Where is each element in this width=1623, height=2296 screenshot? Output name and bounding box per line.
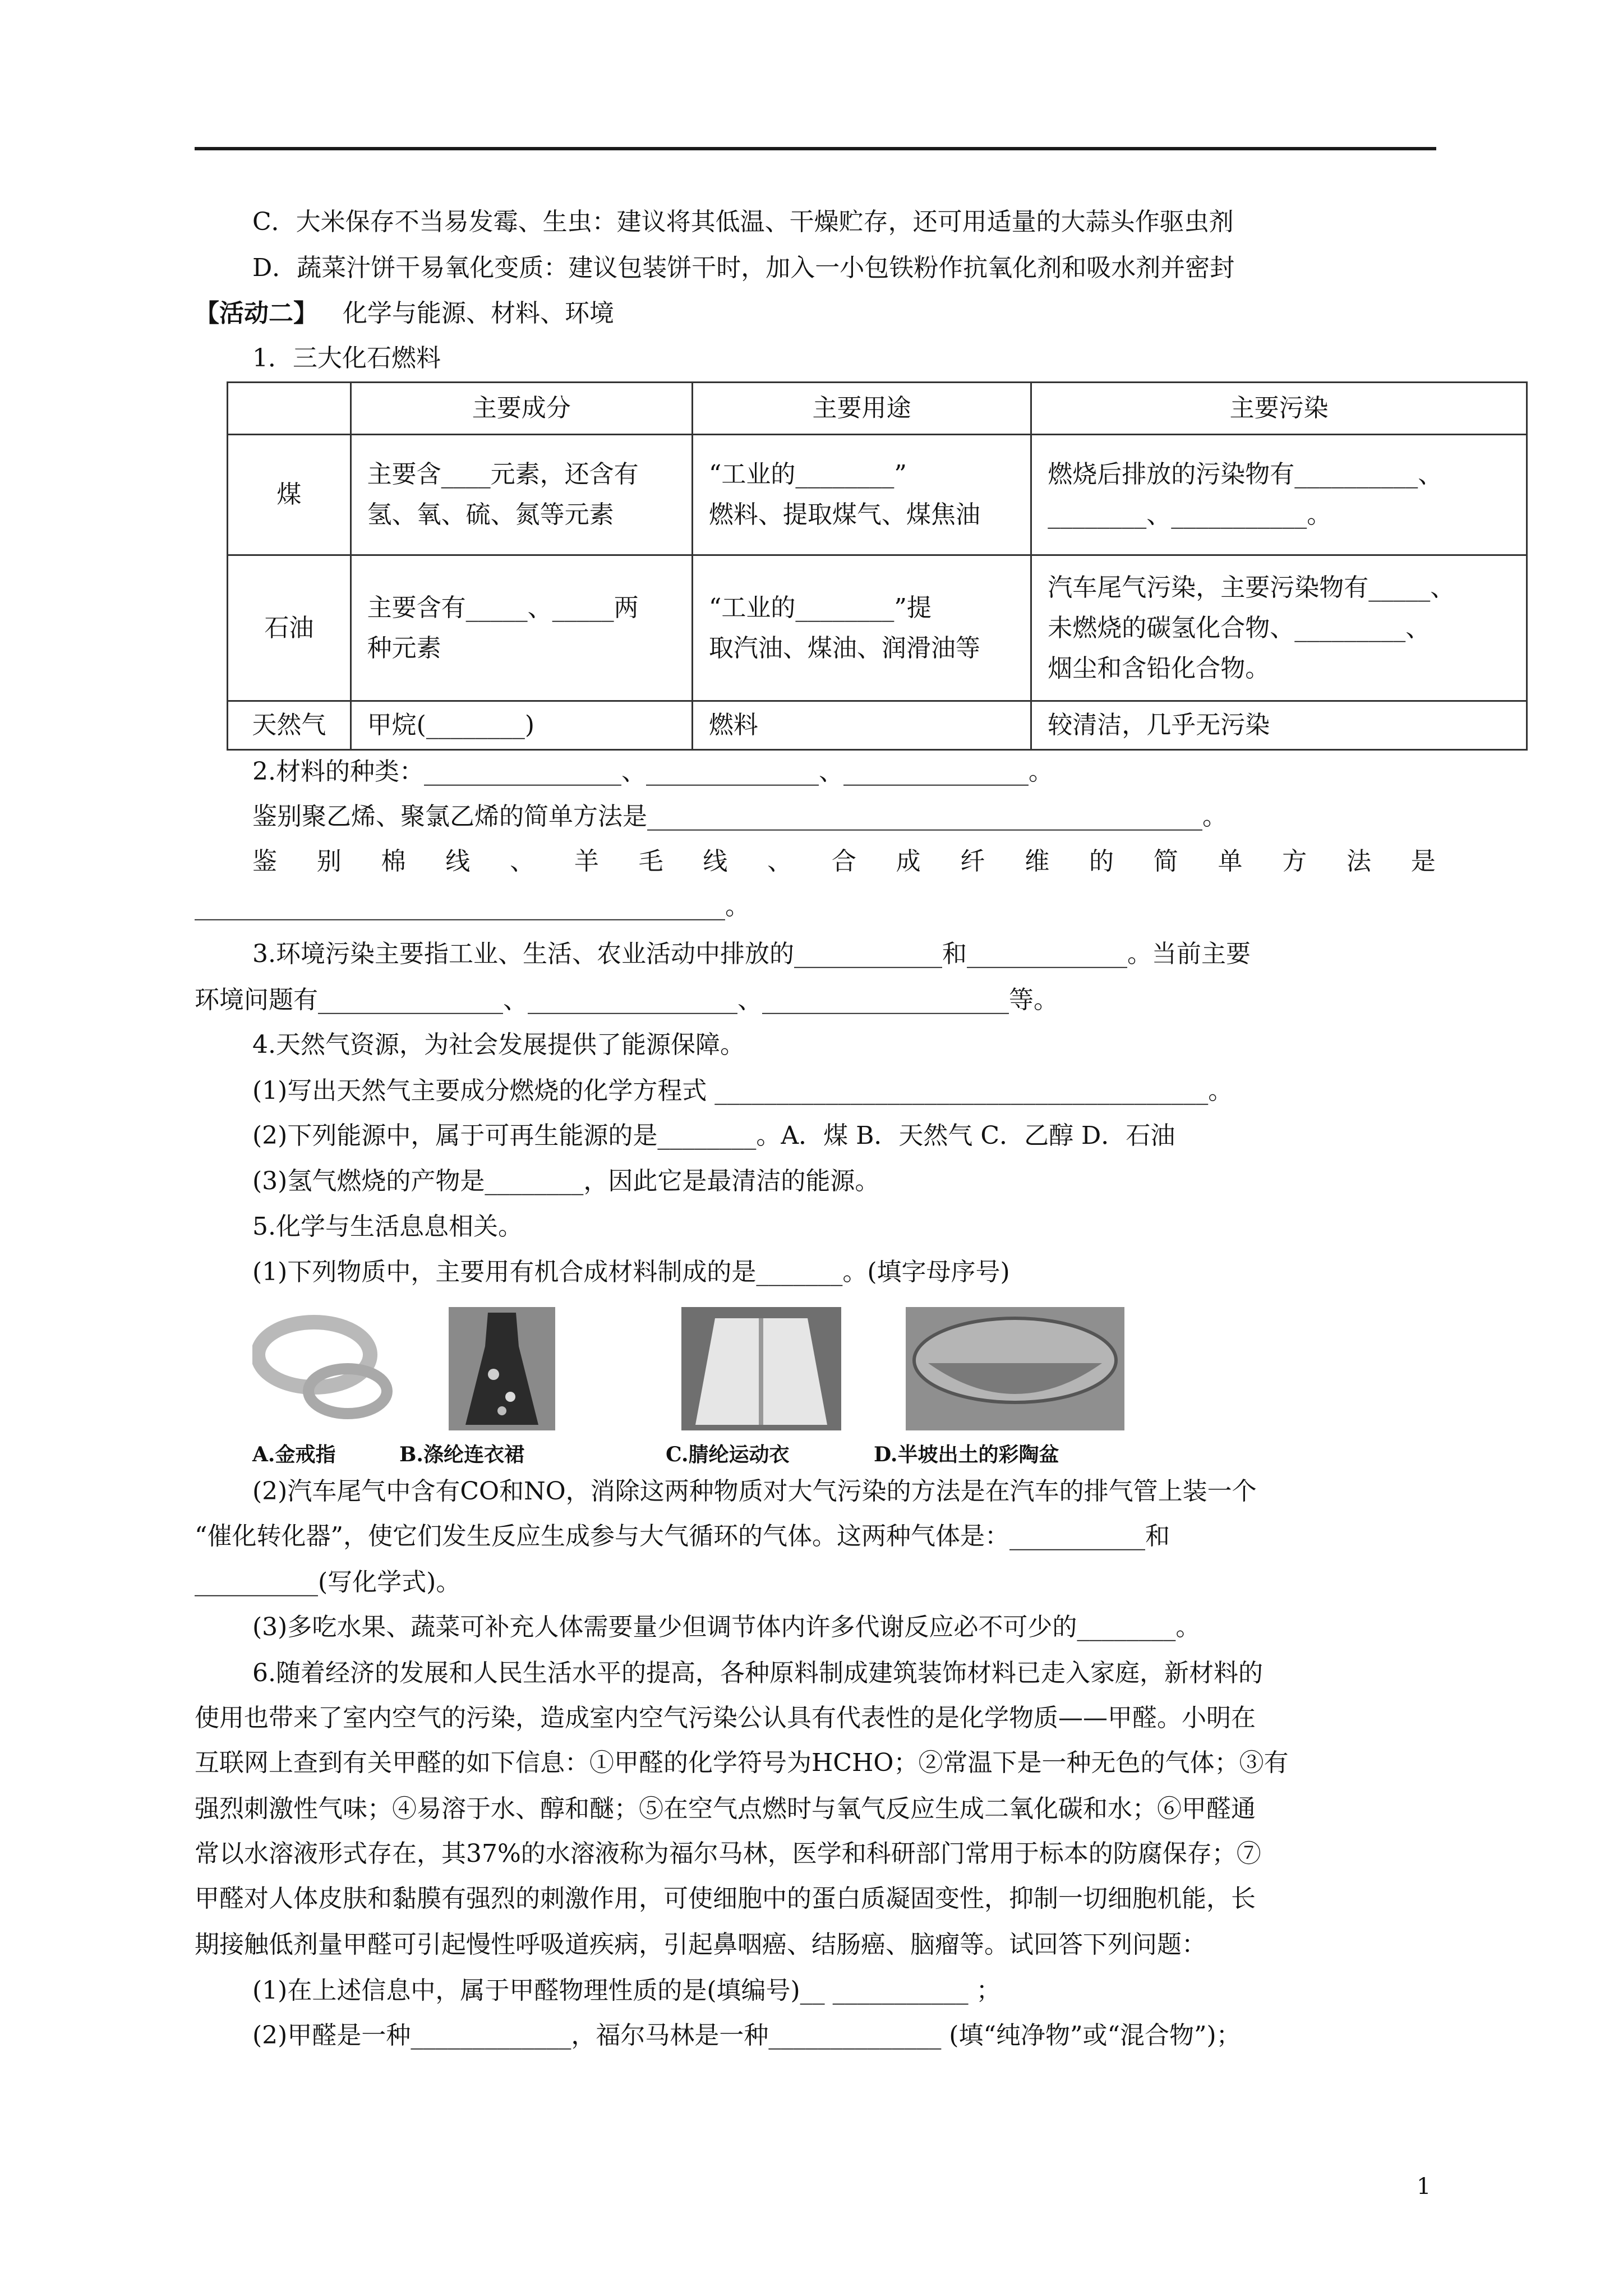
painted-pottery-basin-image bbox=[906, 1307, 1124, 1430]
spread-char: 鉴 bbox=[252, 847, 277, 876]
use-cell bbox=[692, 701, 1031, 750]
spread-char: 毛 bbox=[638, 847, 663, 876]
q4-title: 4.天然气资源，为社会发展提供了能源保障。 bbox=[252, 1030, 745, 1059]
activity-label: 【活动二】 bbox=[195, 299, 318, 328]
activity-heading bbox=[195, 296, 614, 331]
spread-char: 棉 bbox=[381, 847, 406, 876]
table-header-cell bbox=[228, 383, 351, 435]
table-header-cell: 主要成分 bbox=[351, 383, 692, 435]
cell-line: 汽车尾气污染，主要污染物有_____、 bbox=[1048, 573, 1455, 602]
q4-item2: (2)下列能源中，属于可再生能源的是________。A．煤 B．天然气 C．乙醇 D．石油 bbox=[252, 1121, 1175, 1150]
q6-line: 互联网上查到有关甲醛的如下信息：①甲醛的化学符号为HCHO；②常温下是一种无色的气体；③有 bbox=[195, 1749, 1289, 1777]
q6-line: 强烈刺激性气味；④易溶于水、醇和醚；⑤在空气点燃时与氧气反应生成二氧化碳和水；⑥甲醛通 bbox=[195, 1795, 1256, 1823]
q6-line: 常以水溶液形式存在，其37%的水溶液称为福尔马林，医学和科研部门常用于标本的防腐保存；⑦ bbox=[195, 1839, 1261, 1868]
q6-line: 期接触低剂量甲醛可引起慢性呼吸道疾病，引起鼻咽癌、结肠癌、脑瘤等。试回答下列问题： bbox=[195, 1930, 1206, 1959]
table-header-row bbox=[228, 383, 1527, 435]
spread-char: 线 bbox=[445, 847, 471, 876]
table-header-cell: 主要污染 bbox=[1031, 383, 1527, 435]
spread-char: 维 bbox=[1025, 847, 1050, 876]
material-pictures bbox=[252, 1307, 1150, 1466]
q5-item1: (1)下列物质中，主要用有机合成材料制成的是_______。(填字母序号) bbox=[252, 1258, 1010, 1286]
cell-line: ________、___________。 bbox=[1048, 500, 1332, 529]
q5-item2-line1: (2)汽车尾气中含有CO和NO，消除这两种物质对大气污染的方法是在汽车的排气管上装一个 bbox=[252, 1477, 1257, 1506]
sports-jacket-image bbox=[681, 1307, 841, 1430]
use-cell bbox=[692, 555, 1031, 701]
page-number: 1 bbox=[1417, 2174, 1431, 2200]
caption-a: A.金戒指 bbox=[252, 1443, 336, 1466]
spread-char: 成 bbox=[896, 847, 921, 876]
cell-line: 主要含____元素，还含有 bbox=[367, 460, 639, 489]
composition-cell bbox=[351, 435, 692, 555]
composition-cell bbox=[351, 701, 692, 750]
caption-c: C.腈纶运动衣 bbox=[666, 1443, 790, 1466]
q6-line: 甲醛对人体皮肤和黏膜有强烈的刺激作用，可使细胞中的蛋白质凝固变性，抑制一切细胞机能，长 bbox=[195, 1884, 1256, 1913]
spread-char: 合 bbox=[831, 847, 856, 876]
cell-line: “工业的________”提 bbox=[708, 593, 932, 622]
q6-item1: (1)在上述信息中，属于甲醛物理性质的是(填编号)__ ___________ ； bbox=[252, 1976, 1001, 2005]
spread-char: 方 bbox=[1282, 847, 1307, 876]
cell-line: 氢、氧、硫、氮等元素 bbox=[367, 500, 614, 529]
q2-line2: 鉴别聚乙烯、聚氯乙烯的简单方法是_____________________________________________。 bbox=[252, 802, 1227, 831]
caption-d: D.半坡出土的彩陶盆 bbox=[874, 1443, 1059, 1466]
fuel-name: 天然气 bbox=[228, 701, 351, 750]
use-cell bbox=[692, 435, 1031, 555]
q6-line: 6.随着经济的发展和人民生活水平的提高，各种原料制成建筑装饰材料已走入家庭，新材料的 bbox=[252, 1659, 1263, 1687]
spread-char: 单 bbox=[1218, 847, 1243, 876]
cell-line: 未燃烧的碳氢化合物、_________、 bbox=[1048, 613, 1431, 642]
q5-item3: (3)多吃水果、蔬菜可补充人体需要量少但调节体内许多代谢反应必不可少的________。 bbox=[252, 1613, 1201, 1641]
cell-line: 较清洁，几乎无污染 bbox=[1048, 711, 1270, 739]
q5-item2-line3: __________(写化学式)。 bbox=[195, 1568, 461, 1596]
pollution-cell bbox=[1031, 701, 1527, 750]
cell-line: “工业的________” bbox=[708, 460, 907, 489]
spread-char: 法 bbox=[1347, 847, 1372, 876]
q2-line3 bbox=[252, 844, 1436, 879]
q1-title: 1．三大化石燃料 bbox=[252, 344, 441, 372]
table-header-cell: 主要用途 bbox=[692, 383, 1031, 435]
q3-line2: 环境问题有_______________、_________________、____________________等。 bbox=[195, 986, 1058, 1014]
spread-char: 是 bbox=[1410, 847, 1436, 876]
cell-line: 燃料 bbox=[708, 711, 758, 739]
cell-line: 取汽油、煤油、润滑油等 bbox=[708, 633, 980, 662]
composition-cell bbox=[351, 555, 692, 701]
cell-line: 燃烧后排放的污染物有__________、 bbox=[1048, 460, 1443, 489]
table-row bbox=[228, 555, 1527, 701]
pollution-cell bbox=[1031, 555, 1527, 701]
q5-item2-line2: “催化转化器”，使它们发生反应生成参与大气循环的气体。这两种气体是：___________和 bbox=[195, 1522, 1170, 1550]
q4-item3: (3)氢气燃烧的产物是________，因此它是最清洁的能源。 bbox=[252, 1167, 880, 1195]
table-row bbox=[228, 435, 1527, 555]
spread-char: 简 bbox=[1153, 847, 1178, 876]
header-rule bbox=[195, 147, 1436, 150]
cell-line: 主要含有_____、_____两 bbox=[367, 593, 639, 622]
dress-image bbox=[449, 1307, 555, 1430]
spread-char: 别 bbox=[316, 847, 342, 876]
spread-char: 的 bbox=[1089, 847, 1114, 876]
option-c: C．大米保存不当易发霉、生虫：建议将其低温、干燥贮存，还可用适量的大蒜头作驱虫剂 bbox=[252, 208, 1234, 236]
pollution-cell bbox=[1031, 435, 1527, 555]
cell-line: 甲烷(________) bbox=[367, 711, 534, 739]
table-row bbox=[228, 701, 1527, 750]
q2-line1: 2.材料的种类：________________、______________、_______________。 bbox=[252, 757, 1053, 786]
option-d: D．蔬菜汁饼干易氧化变质：建议包装饼干时，加入一小包铁粉作抗氧化剂和吸水剂并密封 bbox=[252, 254, 1235, 282]
spread-char: 羊 bbox=[574, 847, 599, 876]
spread-char: 线 bbox=[703, 847, 728, 876]
caption-b: B.涤纶连衣裙 bbox=[399, 1443, 524, 1466]
q5-title: 5.化学与生活息息相关。 bbox=[252, 1212, 523, 1241]
fuel-name: 石油 bbox=[228, 555, 351, 701]
cell-line: 种元素 bbox=[367, 633, 441, 662]
cell-line: 烟尘和含铅化合物。 bbox=[1048, 654, 1270, 683]
fuel-name: 煤 bbox=[228, 435, 351, 555]
gold-ring-image bbox=[252, 1307, 393, 1430]
spread-char: 、 bbox=[510, 847, 535, 876]
q6-line: 使用也带来了室内空气的污染，造成室内空气污染公认具有代表性的是化学物质——甲醛。小明在 bbox=[195, 1704, 1256, 1732]
q2-line4: ___________________________________________。 bbox=[195, 892, 750, 921]
spread-char: 、 bbox=[767, 847, 792, 876]
q6-item2: (2)甲醛是一种_____________，福尔马林是一种______________ (填“纯净物”或“混合物”)； bbox=[252, 2021, 1241, 2050]
q3-line1: 3.环境污染主要指工业、生活、农业活动中排放的____________和_____________。当前主要 bbox=[252, 940, 1251, 968]
spread-char: 纤 bbox=[960, 847, 985, 876]
activity-title: 化学与能源、材料、环境 bbox=[343, 299, 614, 328]
cell-line: 燃料、提取煤气、煤焦油 bbox=[708, 500, 980, 529]
q4-item1: (1)写出天然气主要成分燃烧的化学方程式 ________________________________________。 bbox=[252, 1076, 1233, 1105]
fossil-fuel-table bbox=[227, 381, 1528, 751]
